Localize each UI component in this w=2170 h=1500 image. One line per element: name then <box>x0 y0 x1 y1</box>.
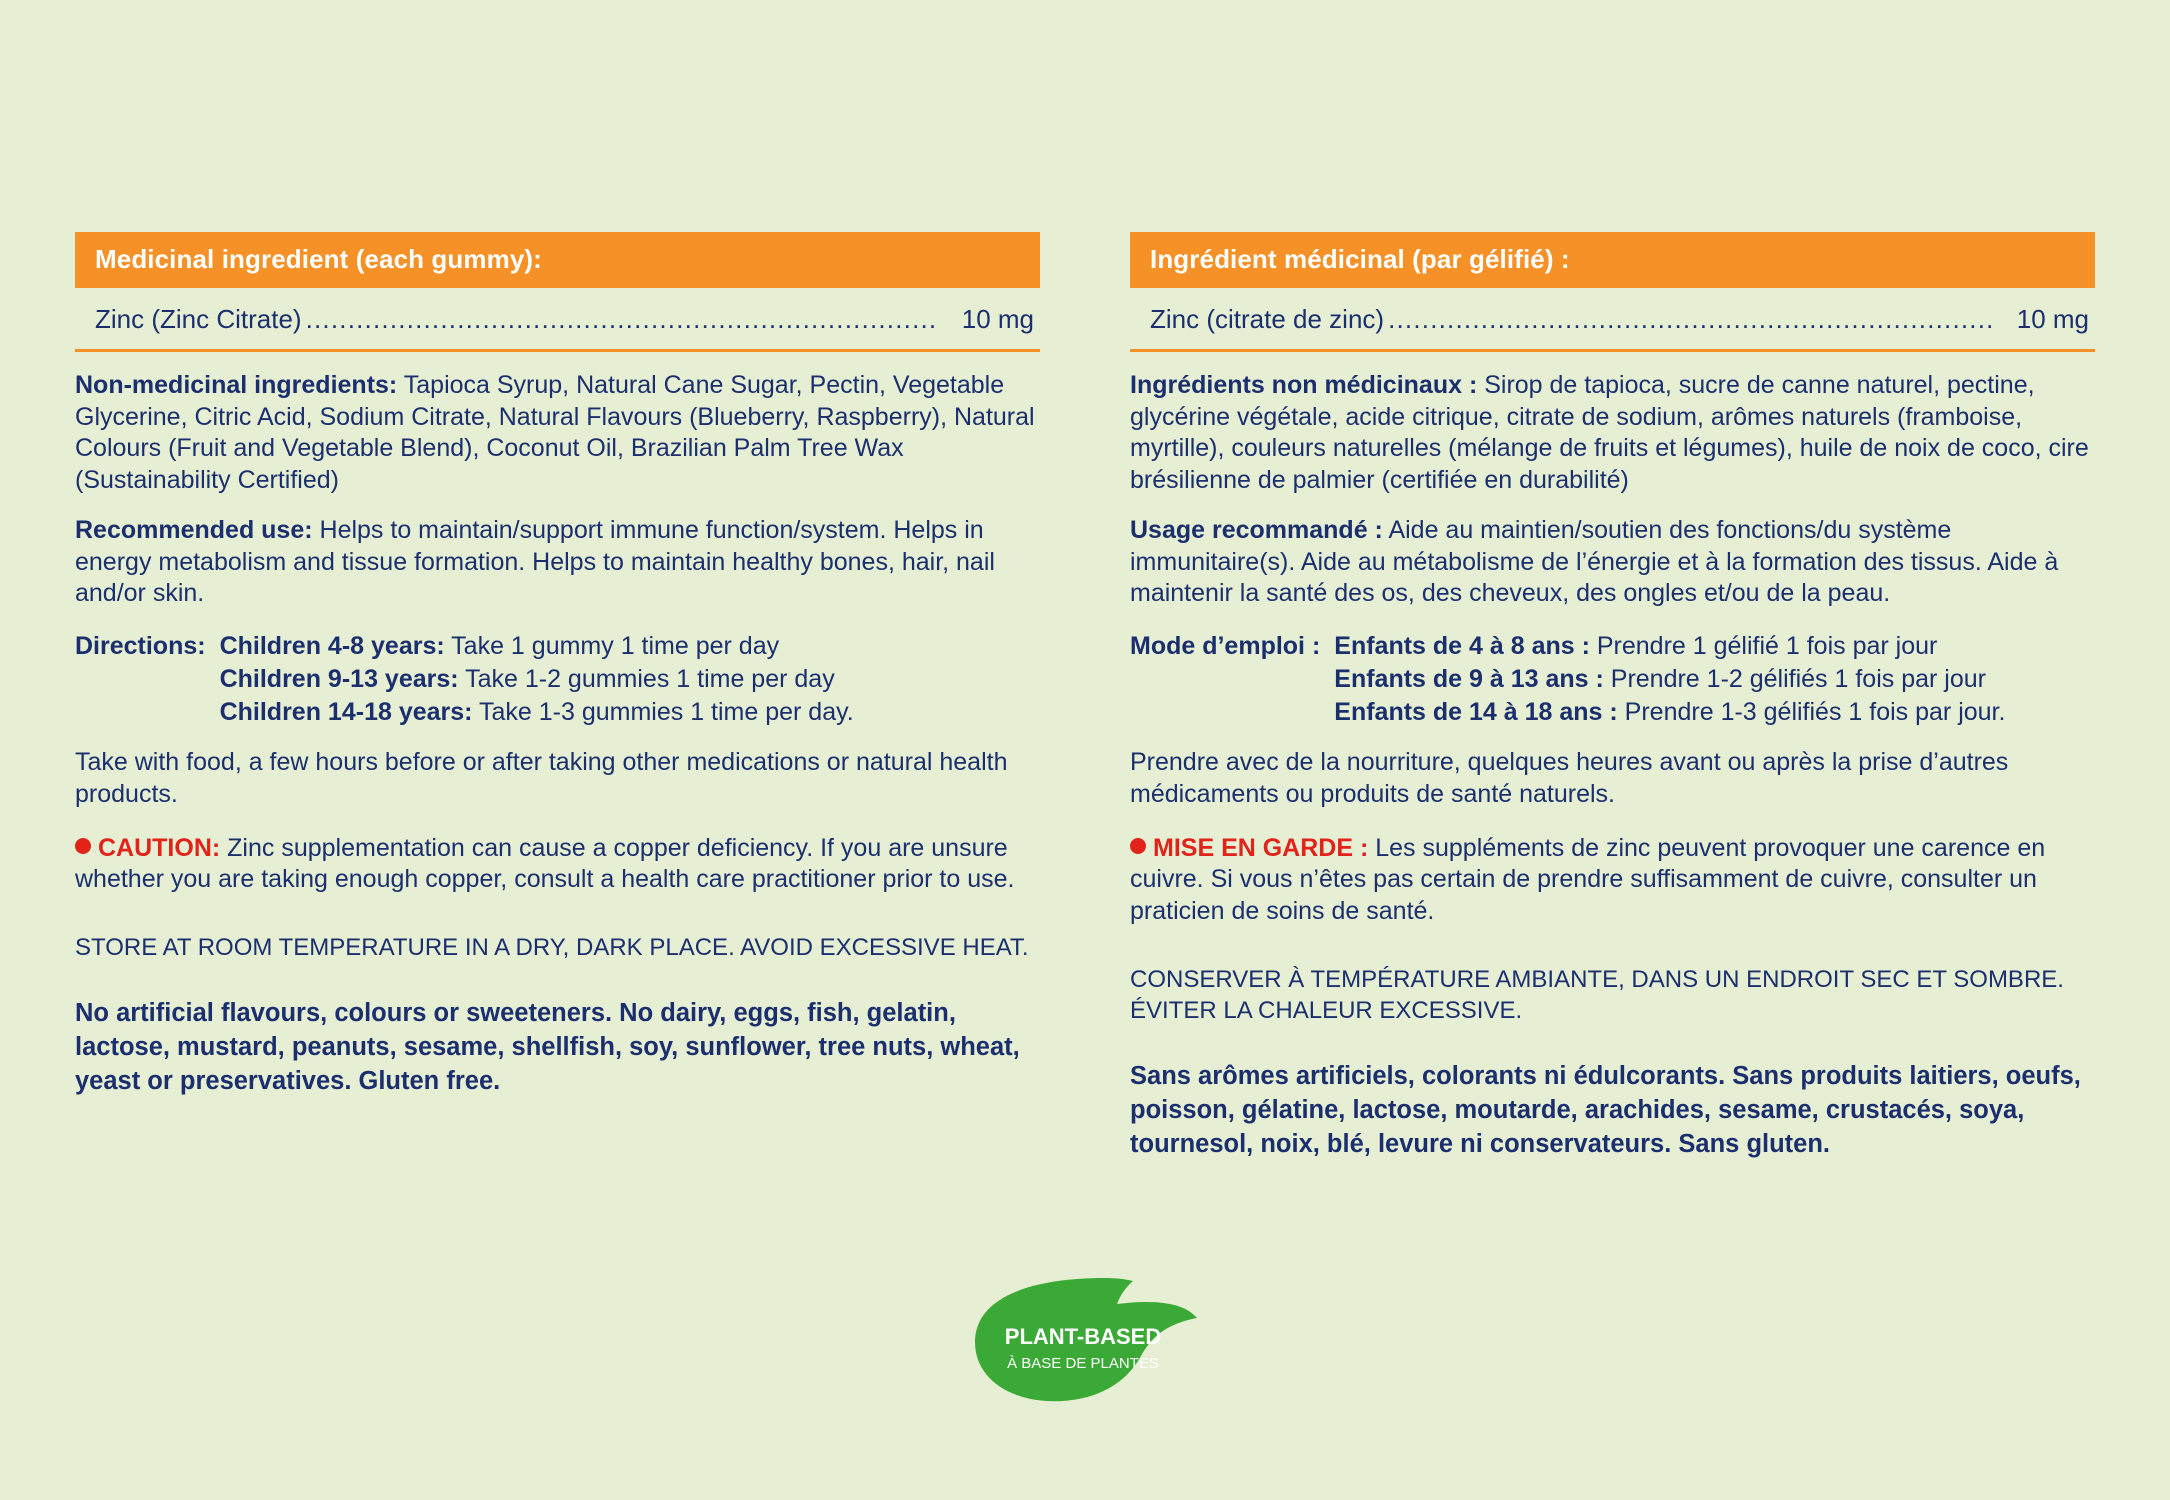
directions-line <box>220 663 1040 696</box>
medicinal-ingredient-amount-en: 10 mg <box>961 303 1034 334</box>
medicinal-ingredient-name-en: Zinc (Zinc Citrate) <box>95 303 302 334</box>
recommended-use-text-en: Helps to maintain/support immune function/system. Helps in energy metabolism and tissue formation. Helps to maintain healthy bones, hair, nail and/or skin. <box>75 515 995 608</box>
directions-line <box>1334 630 2095 663</box>
non-medicinal-paragraph-en <box>75 370 1040 497</box>
directions-dose-fr-1: Prendre 1-2 gélifiés 1 fois par jour <box>1603 665 1986 694</box>
directions-line <box>1334 663 2095 696</box>
recommended-use-label-fr: Usage recommandé : <box>1130 515 1383 544</box>
non-medicinal-text-en: Tapioca Syrup, Natural Cane Sugar, Pectin, Vegetable Glycerine, Citric Acid, Sodium Citrate, Natural Flavours (Blueberry, Raspberry), Natural Colours (Fruit and Vegetable Blend), Coconut Oil, Brazilian Palm Tree Wax (Sustainability Certified) <box>75 370 1035 495</box>
take-with-food-fr: Prendre avec de la nourriture, quelques heures avant ou après la prise d’autres médicaments ou produits de santé naturels. <box>1130 748 2009 808</box>
non-medicinal-label-en: Non-medicinal ingredients: <box>75 370 398 399</box>
take-with-food-en: Take with food, a few hours before or after taking other medications or natural health products. <box>75 748 1008 808</box>
directions-line <box>220 696 1040 729</box>
directions-lines-fr <box>1334 630 2095 729</box>
medicinal-ingredient-row-en <box>75 288 1040 352</box>
directions-age-fr-1: Enfants de 9 à 13 ans : <box>1334 665 1604 694</box>
free-from-text-fr: Sans arômes artificiels, colorants ni édulcorants. Sans produits laitiers, oeufs, poisson, gélatine, lactose, moutarde, arachides, sesame, crustacés, soya, tournesol, noix, blé, levure ni conservateurs. Sans gluten. <box>1130 1062 2081 1159</box>
directions-block-en <box>75 630 1040 729</box>
directions-line <box>220 630 1040 663</box>
storage-text-fr: CONSERVER À TEMPÉRATURE AMBIANTE, DANS UN ENDROIT SEC ET SOMBRE. ÉVITER LA CHALEUR EXCESSIVE. <box>1130 965 2064 1025</box>
directions-label-fr: Mode d’emploi : <box>1130 632 1321 661</box>
recommended-use-paragraph-en <box>75 515 1040 610</box>
directions-dose-fr-0: Prendre 1 gélifié 1 fois par jour <box>1589 632 1938 661</box>
recommended-use-label-en: Recommended use: <box>75 515 313 544</box>
directions-lines-en <box>220 630 1040 729</box>
directions-dose-fr-2: Prendre 1-3 gélifiés 1 fois par jour. <box>1617 698 2006 727</box>
medicinal-ingredient-heading-fr: Ingrédient médicinal (par gélifié) : <box>1130 232 2095 288</box>
seal-line-1: PLANT-BASED <box>1004 1324 1162 1349</box>
leader-dots-fr: ........................................................................ <box>1388 303 1995 334</box>
directions-age-fr-0: Enfants de 4 à 8 ans : <box>1334 632 1590 661</box>
plant-based-seal <box>965 1272 1205 1407</box>
caution-paragraph-en <box>75 833 1040 897</box>
caution-label-en: CAUTION: <box>98 833 221 862</box>
french-column <box>1130 232 2095 1162</box>
bullet-dot-icon <box>75 838 91 854</box>
non-medicinal-text-fr: Sirop de tapioca, sucre de canne naturel, pectine, glycérine végétale, acide citrique, citrate de sodium, arômes naturels (framboise, myrtille), couleurs naturelles (mélange de fruits et légumes), huile de noix de coco, cire brésilienne de palmier (certifiée en durabilité) <box>1130 370 2089 495</box>
directions-age-fr-2: Enfants de 14 à 18 ans : <box>1334 698 1618 727</box>
english-column <box>75 232 1040 1162</box>
directions-age-en-1: Children 9-13 years: <box>219 665 459 694</box>
directions-dose-en-2: Take 1-3 gummies 1 time per day. <box>472 698 854 727</box>
storage-text-en: STORE AT ROOM TEMPERATURE IN A DRY, DARK PLACE. AVOID EXCESSIVE HEAT. <box>75 934 1029 962</box>
directions-block-fr <box>1130 630 2095 729</box>
directions-age-en-2: Children 14-18 years: <box>219 698 473 727</box>
leader-dots-en: ........................................................................... <box>305 303 938 334</box>
seal-line-2: À BASE DE PLANTES <box>1007 1355 1159 1372</box>
caution-label-fr: MISE EN GARDE : <box>1153 833 1369 862</box>
directions-age-en-0: Children 4-8 years: <box>219 632 445 661</box>
medicinal-ingredient-row-fr <box>1130 288 2095 352</box>
directions-line <box>1334 696 2095 729</box>
caution-text-en: Zinc supplementation can cause a copper deficiency. If you are unsure whether you are taking enough copper, consult a health care practitioner prior to use. <box>75 833 1015 894</box>
bilingual-columns <box>0 232 2170 1162</box>
directions-dose-en-1: Take 1-2 gummies 1 time per day <box>458 665 835 694</box>
caution-paragraph-fr <box>1130 833 2095 928</box>
directions-label-en: Directions: <box>75 632 206 661</box>
caution-text-fr: Les suppléments de zinc peuvent provoquer une carence en cuivre. Si vous n’êtes pas certain de prendre suffisamment de cuivre, consulter un praticien de soins de santé. <box>1130 833 2046 926</box>
medicinal-ingredient-name-fr: Zinc (citrate de zinc) <box>1150 303 1385 334</box>
medicinal-ingredient-heading-en: Medicinal ingredient (each gummy): <box>75 232 1040 288</box>
free-from-text-en: No artificial flavours, colours or sweeteners. No dairy, eggs, fish, gelatin, lactose, mustard, peanuts, sesame, shellfish, soy, sunflower, tree nuts, wheat, yeast or preservatives. Gluten free. <box>75 999 1020 1096</box>
recommended-use-text-fr: Aide au maintien/soutien des fonctions/du système immunitaire(s). Aide au métabolisme de l’énergie et à la formation des tissus. Aide à maintenir la santé des os, des cheveux, des ongles et/ou de la peau. <box>1130 515 2059 608</box>
non-medicinal-label-fr: Ingrédients non médicinaux : <box>1130 370 1478 399</box>
directions-dose-en-0: Take 1 gummy 1 time per day <box>444 632 780 661</box>
medicinal-ingredient-amount-fr: 10 mg <box>2016 303 2089 334</box>
non-medicinal-paragraph-fr <box>1130 370 2095 497</box>
recommended-use-paragraph-fr <box>1130 515 2095 610</box>
bullet-dot-icon <box>1130 838 1146 854</box>
